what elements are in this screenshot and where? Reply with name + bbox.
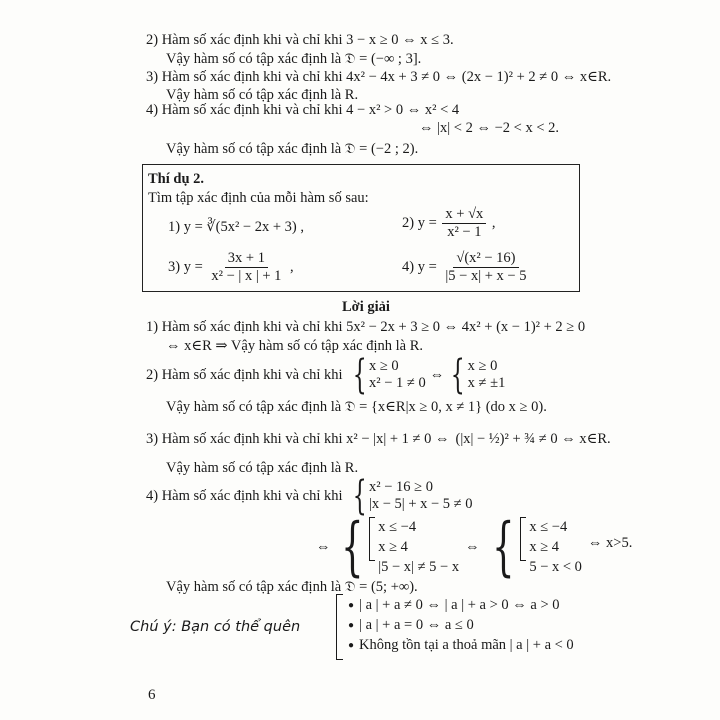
example-title: Thí dụ 2. — [148, 171, 205, 187]
s4-system-3 — [529, 517, 582, 577]
solution-1a: 1) Hàm số xác định khi và chỉ khi 5x² − 2x + 3 ≥ 0 ⇔ 4x² + (x − 1)² + 2 ≥ 0 — [146, 319, 586, 335]
left-brace: { — [340, 510, 364, 584]
f4-numerator: √(x² − 16) — [453, 250, 518, 268]
s4-a2: x ≥ 4 — [378, 539, 408, 555]
s4-a1: x ≤ −4 — [378, 519, 417, 535]
f3-tail: , — [290, 258, 294, 275]
prev-line-1: 2) Hàm số xác định khi và chỉ khi 3 − x ≥ 0 ⇔ x ≤ 3. — [146, 32, 454, 48]
s4-end: ⇔ x>5. — [587, 535, 633, 551]
s4-row-2: |x − 5| + x − 5 ≠ 0 — [368, 496, 473, 512]
solution-2-conclusion: Vậy hàm số có tập xác định là 𝔇 = {x∈R|x ≥ 0, x ≠ 1} (do x ≥ 0). — [166, 399, 547, 415]
example-function-2 — [402, 206, 496, 241]
f3-lhs: 3) y = — [168, 258, 203, 275]
solution-4-cases — [316, 510, 633, 584]
case-bracket — [369, 517, 375, 561]
solution-4 — [146, 473, 473, 519]
f2-fraction — [442, 206, 486, 241]
case-bracket — [520, 517, 526, 561]
left-brace: { — [352, 473, 367, 519]
bullet-icon: ● — [348, 619, 355, 631]
solution-2 — [146, 352, 506, 398]
f2-numerator: x + √x — [442, 206, 486, 224]
bullet-icon: ● — [348, 599, 355, 611]
prev-line-3: 3) Hàm số xác định khi và chỉ khi 4x² − 4x + 3 ≠ 0 ⇔ (2x − 1)² + 2 ≠ 0 ⇔ x∈R. — [146, 69, 612, 85]
note-1 — [348, 596, 560, 615]
note-2 — [348, 616, 474, 635]
s2-system-1 — [369, 358, 426, 392]
f4-denominator: |5 − x| + x − 5 — [445, 268, 527, 284]
s4-row-1: x² − 16 ≥ 0 — [368, 479, 433, 495]
bullet-icon: ● — [348, 639, 355, 651]
s4-a3: |5 − x| ≠ 5 − x — [378, 559, 460, 575]
note-bracket — [336, 594, 343, 660]
s3-lead: 3) Hàm số xác định khi và chỉ khi x² − |x| + 1 ≠ 0 ⇔ — [146, 431, 450, 447]
f2-lhs: 2) y = — [402, 214, 437, 231]
s2-equiv: ⇔ — [429, 367, 445, 383]
s4-system-2 — [378, 517, 459, 577]
f4-lhs: 4) y = — [402, 258, 437, 275]
solution-4-conclusion: Vậy hàm số có tập xác định là 𝔇 = (5; +∞). — [166, 579, 418, 595]
f3-numerator: 3x + 1 — [225, 250, 268, 268]
prev-line-2: Vậy hàm số có tập xác định là 𝔇 = (−∞ ; 3]. — [166, 51, 422, 67]
note-2-text: | a | + a = 0 ⇔ a ≤ 0 — [359, 617, 474, 633]
page-number: 6 — [148, 687, 156, 703]
s4-b2: x ≥ 4 — [529, 539, 560, 555]
s2-row-3: x ≥ 0 — [467, 358, 498, 374]
s4-equiv-2: ⇔ — [465, 539, 480, 555]
solution-3 — [146, 425, 611, 453]
left-brace: { — [491, 510, 515, 584]
note-1-text: | a | + a ≠ 0 ⇔ | a | + a > 0 ⇔ a > 0 — [359, 597, 560, 613]
f2-tail: , — [491, 214, 496, 231]
prev-line-4: Vậy hàm số có tập xác định là R. — [166, 87, 359, 103]
note-3 — [348, 636, 574, 655]
note-3-text: Không tồn tại a thoả mãn | a | + a < 0 — [359, 637, 574, 653]
left-brace: { — [450, 352, 465, 398]
s4-equiv-1: ⇔ — [316, 539, 331, 555]
f3-denominator: x² − | x | + 1 — [211, 268, 282, 284]
s2-row-2: x² − 1 ≠ 0 — [368, 375, 426, 391]
s4-system-1 — [369, 479, 473, 513]
s2-row-4: x ≠ ±1 — [467, 375, 506, 391]
prev-line-6: ⇔ |x| < 2 ⇔ −2 < x < 2. — [419, 120, 560, 136]
s4-b1: x ≤ −4 — [529, 519, 568, 535]
s4-lead: 4) Hàm số xác định khi và chỉ khi — [146, 488, 343, 504]
left-brace: { — [352, 352, 367, 398]
prev-line-5: 4) Hàm số xác định khi và chỉ khi 4 − x² > 0 ⇔ x² < 4 — [146, 102, 460, 118]
s2-row-1: x ≥ 0 — [368, 358, 399, 374]
example-prompt: Tìm tập xác định của mỗi hàm số sau: — [148, 190, 369, 206]
solution-heading: Lời giải — [342, 299, 390, 315]
example-function-4 — [402, 250, 531, 285]
s4-b3: 5 − x < 0 — [529, 559, 582, 575]
f4-fraction — [442, 250, 529, 285]
example-function-1: 1) y = ∛(5x² − 2x + 3) , — [168, 219, 304, 235]
f2-denominator: x² − 1 — [447, 224, 482, 240]
example-function-3 — [168, 250, 294, 285]
solution-3-conclusion: Vậy hàm số có tập xác định là R. — [166, 460, 359, 476]
f3-fraction — [208, 250, 284, 285]
s2-system-2 — [468, 358, 506, 392]
note-label: Chú ý: Bạn có thể quên — [130, 619, 301, 635]
prev-line-7: Vậy hàm số có tập xác định là 𝔇 = (−2 ; 2). — [166, 141, 419, 157]
s2-lead: 2) Hàm số xác định khi và chỉ khi — [146, 367, 343, 383]
s3-mid: (|x| − ½)² + ¾ ≠ 0 ⇔ x∈R. — [455, 431, 611, 447]
solution-1b: ⇔ x∈R ⇒ Vậy hàm số có tập xác định là R. — [166, 338, 423, 354]
